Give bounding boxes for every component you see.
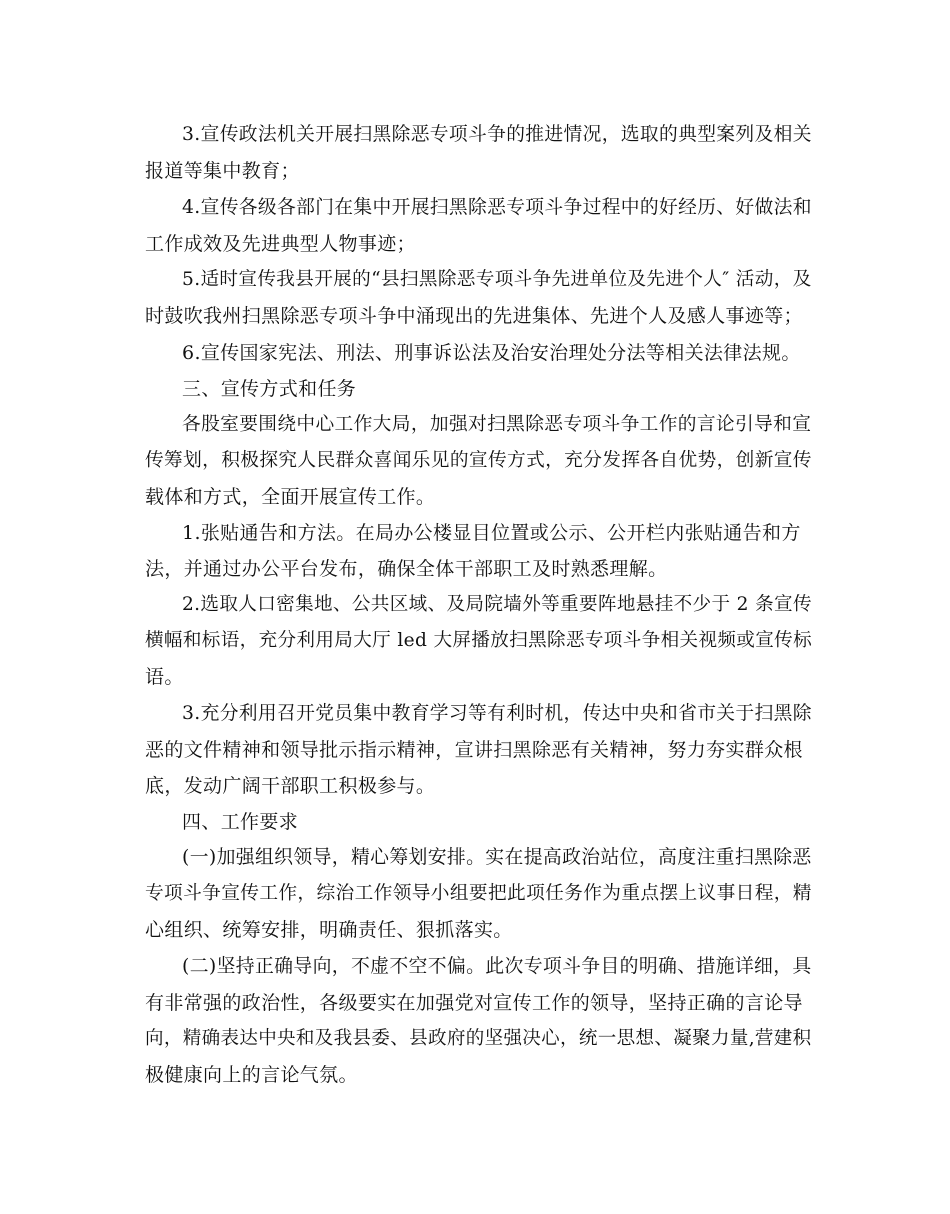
text-line: 3.宣传政法机关开展扫黑除恶专项斗争的推进情况，选取的典型案列及相关 <box>182 124 812 145</box>
text-line: 4.宣传各级各部门在集中开展扫黑除恶专项斗争过程中的好经历、好做法和 <box>182 197 812 218</box>
text-line: 5.适时宣传我县开展的“县扫黑除恶专项斗争先进单位及先进个人″ 活动，及 <box>182 269 812 290</box>
text-line: (二)坚持正确导向，不虚不空不偏。此次专项斗争目的明确、措施详细，具 <box>182 956 812 977</box>
section-heading: 三、宣传方式和任务 <box>182 378 357 400</box>
text-line: 3.充分利用召开党员集中教育学习等有利时机，传达中央和省市关于扫黑除 <box>182 703 812 724</box>
text-line: 传筹划，积极探究人民群众喜闻乐见的宣传方式，充分发挥各自优势，创新宣传 <box>145 450 812 471</box>
text-line: 底，发动广阔干部职工积极参与。 <box>145 775 436 797</box>
text-line: 横幅和标语，充分利用局大厅 led 大屏播放扫黑除恶专项斗争相关视频或宣传标 <box>145 630 813 651</box>
text-line: 2.选取人口密集地、公共区域、及局院墙外等重要阵地悬挂不少于 2 条宣传 <box>182 594 812 615</box>
text-line: 1.张贴通告和方法。在局办公楼显目位置或公示、公开栏内张贴通告和方 <box>182 522 801 544</box>
text-line: 心组织、统筹安排，明确责任、狠抓落实。 <box>145 919 513 941</box>
text-line: 法，并通过办公平台发布，确保全体干部职工及时熟悉理解。 <box>145 558 668 580</box>
text-line: 时鼓吹我州扫黑除恶专项斗争中涌现出的先进集体、先进个人及感人事迹等； <box>145 305 803 327</box>
text-line: 专项斗争宣传工作，综治工作领导小组要把此项任务作为重点摆上议事日程，精 <box>145 883 812 904</box>
text-line: 6.宣传国家宪法、刑法、刑事诉讼法及治安治理处分法等相关法律法规。 <box>182 342 801 364</box>
text-line: 语。 <box>145 666 184 688</box>
text-line: 向，精确表达中央和及我县委、县政府的坚强决心，统一思想、凝聚力量,营建积 <box>145 1028 812 1049</box>
text-line: 载体和方式，全面开展宣传工作。 <box>145 486 436 508</box>
text-line: 各股室要围绕中心工作大局，加强对扫黑除恶专项斗争工作的言论引导和宣 <box>182 414 812 435</box>
text-line: 恶的文件精神和领导批示指示精神，宣讲扫黑除恶有关精神，努力夯实群众根 <box>145 739 803 761</box>
text-line: 极健康向上的言论气氛。 <box>145 1064 358 1086</box>
text-line: 有非常强的政治性，各级要实在加强党对宣传工作的领导，坚持正确的言论导 <box>145 992 803 1014</box>
text-line: 工作成效及先进典型人物事迹； <box>145 233 416 255</box>
text-line: (一)加强组织领导，精心筹划安排。实在提高政治站位，高度注重扫黑除恶 <box>182 847 812 868</box>
text-line: 报道等集中教育； <box>145 160 300 182</box>
section-heading: 四、工作要求 <box>182 811 299 833</box>
